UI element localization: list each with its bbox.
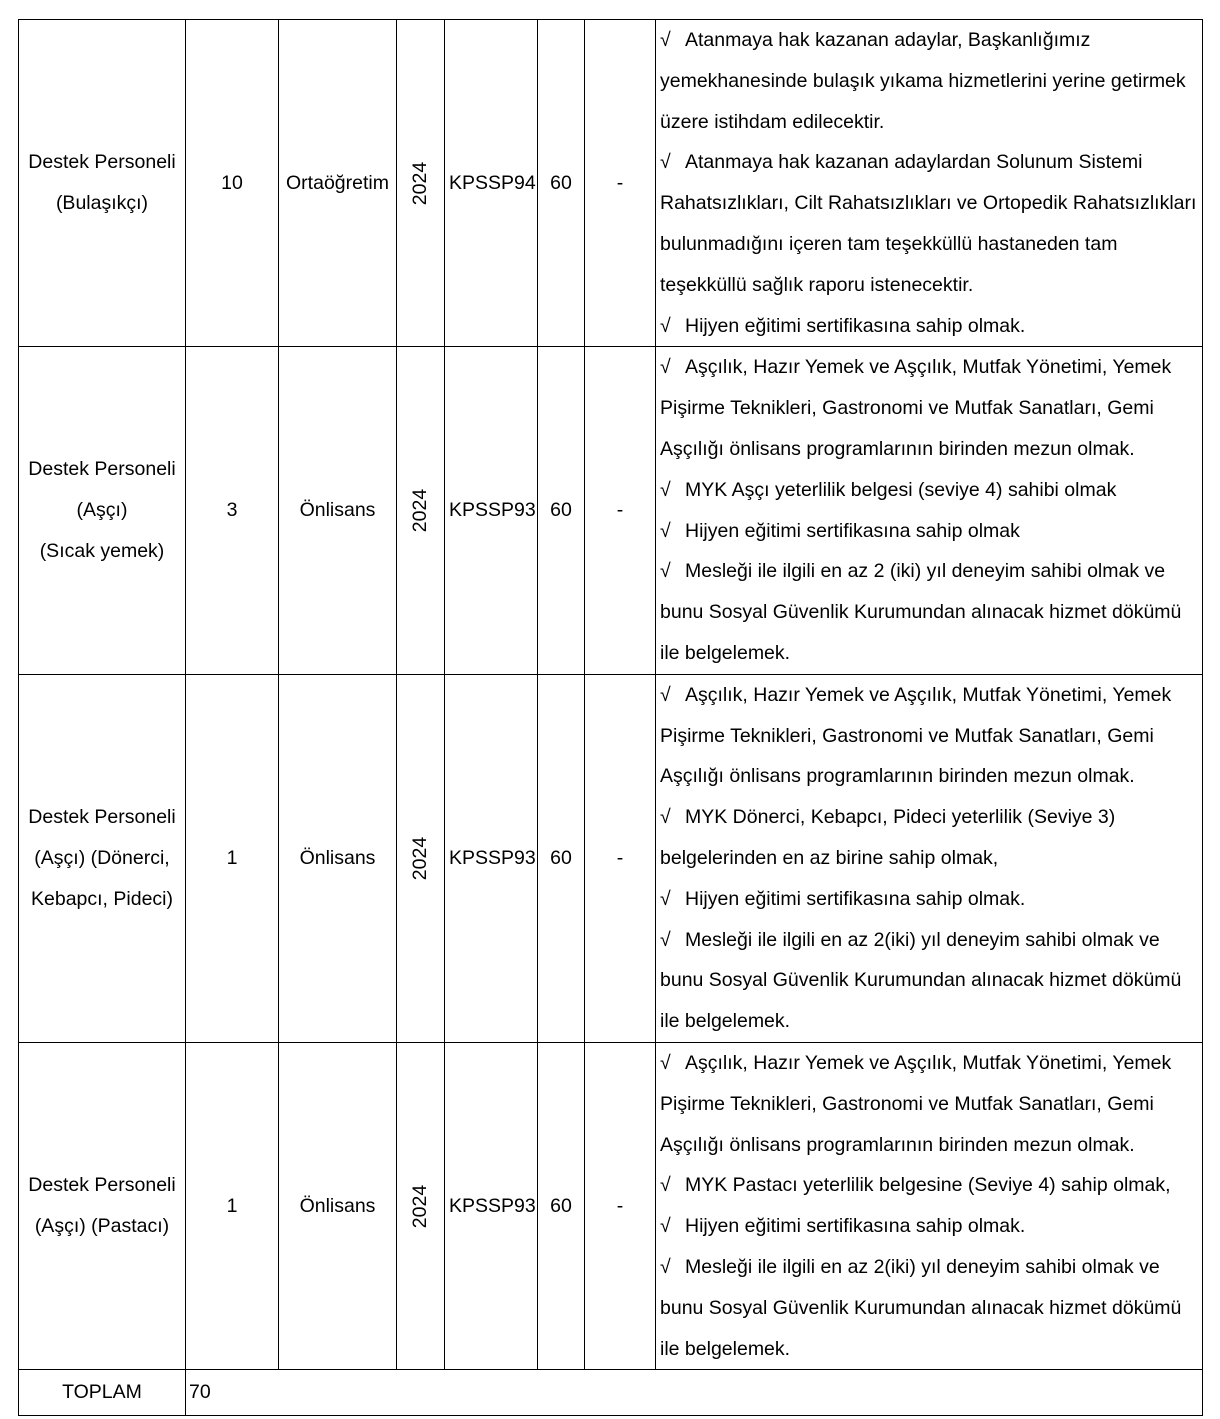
checkmark-icon: √ xyxy=(660,519,671,542)
requirement-text: Aşçılık, Hazır Yemek ve Aşçılık, Mutfak Yönetimi, Yemek xyxy=(685,683,1172,706)
requirement-line xyxy=(660,470,1202,511)
year-cell xyxy=(397,347,445,674)
requirement-text: Mesleği ile ilgili en az 2(iki) yıl deneyim sahibi olmak ve xyxy=(685,928,1160,951)
total-label: TOPLAM xyxy=(19,1370,186,1416)
table-row xyxy=(19,674,1203,1042)
year-text: 2024 xyxy=(408,836,431,881)
requirement-line xyxy=(660,183,1202,224)
checkmark-icon: √ xyxy=(660,928,671,951)
requirement-text: Pişirme Teknikleri, Gastronomi ve Mutfak Sanatları, Gemi xyxy=(660,1092,1154,1115)
kpss-code-cell: KPSSP93 xyxy=(445,1042,538,1369)
position-line: (Aşçı) (Dönerci, xyxy=(34,846,170,869)
requirement-line xyxy=(660,102,1202,143)
requirements-cell xyxy=(656,347,1203,674)
requirement-text: üzere istihdam edilecektir. xyxy=(660,110,885,133)
checkmark-icon: √ xyxy=(660,683,671,706)
count-cell: 3 xyxy=(186,347,279,674)
checkmark-icon: √ xyxy=(660,806,671,829)
count-cell: 10 xyxy=(186,20,279,347)
requirement-line xyxy=(660,429,1202,470)
requirement-text: bulunmadığını içeren tam teşekküllü hastaneden tam xyxy=(660,232,1118,255)
requirement-line xyxy=(660,347,1202,388)
min-score-cell: 60 xyxy=(538,20,585,347)
requirement-text: Atanmaya hak kazanan adaylardan Solunum Sistemi xyxy=(685,151,1143,174)
requirement-text: bunu Sosyal Güvenlik Kurumundan alınacak hizmet dökümü xyxy=(660,969,1182,992)
position-line: (Bulaşıkçı) xyxy=(55,192,149,215)
requirements-cell xyxy=(656,20,1203,347)
position-cell xyxy=(19,674,186,1042)
requirement-text: MYK Dönerci, Kebapcı, Pideci yeterlilik (Seviye 3) xyxy=(685,806,1116,829)
year-cell xyxy=(397,20,445,347)
position-line: Destek Personeli xyxy=(28,151,176,174)
requirement-text: MYK Aşçı yeterlilik belgesi (seviye 4) sahibi olmak xyxy=(685,478,1117,501)
total-row xyxy=(19,1370,1203,1416)
position-line: Destek Personeli xyxy=(28,458,176,481)
table-row xyxy=(19,347,1203,674)
age-cell: - xyxy=(585,674,656,1042)
requirement-text: Pişirme Teknikleri, Gastronomi ve Mutfak Sanatları, Gemi xyxy=(660,724,1154,747)
requirement-text: Hijyen eğitimi sertifikasına sahip olmak. xyxy=(685,887,1026,910)
kpss-code-cell: KPSSP93 xyxy=(445,347,538,674)
requirement-line xyxy=(660,224,1202,265)
requirement-line xyxy=(660,142,1202,183)
position-cell xyxy=(19,347,186,674)
requirement-line xyxy=(660,1125,1202,1166)
requirements-cell xyxy=(656,674,1203,1042)
min-score-cell: 60 xyxy=(538,674,585,1042)
requirement-line xyxy=(660,960,1202,1001)
requirement-text: bunu Sosyal Güvenlik Kurumundan alınacak hizmet dökümü xyxy=(660,601,1182,624)
requirement-line xyxy=(660,838,1202,879)
requirement-line xyxy=(660,675,1202,716)
requirement-text: Aşçılığı önlisans programlarının birinden mezun olmak. xyxy=(660,437,1135,460)
checkmark-icon: √ xyxy=(660,151,671,174)
requirement-line xyxy=(660,306,1202,347)
education-cell: Önlisans xyxy=(279,674,397,1042)
requirement-text: yemekhanesinde bulaşık yıkama hizmetlerini yerine getirmek xyxy=(660,69,1186,92)
checkmark-icon: √ xyxy=(660,356,671,379)
count-cell: 1 xyxy=(186,1042,279,1369)
requirement-text: Mesleği ile ilgili en az 2(iki) yıl deneyim sahibi olmak ve xyxy=(685,1255,1160,1278)
requirement-text: belgelerinden en az birine sahip olmak, xyxy=(660,846,999,869)
checkmark-icon: √ xyxy=(660,478,671,501)
min-score-cell: 60 xyxy=(538,347,585,674)
checkmark-icon: √ xyxy=(660,1174,671,1197)
positions-table xyxy=(18,19,1203,1416)
requirement-text: Atanmaya hak kazanan adaylar, Başkanlığımız xyxy=(685,29,1091,51)
age-cell: - xyxy=(585,20,656,347)
requirement-line xyxy=(660,551,1202,592)
age-cell: - xyxy=(585,1042,656,1369)
requirement-line xyxy=(660,920,1202,961)
requirement-text: ile belgelemek. xyxy=(660,641,791,664)
requirement-text: Aşçılık, Hazır Yemek ve Aşçılık, Mutfak Yönetimi, Yemek xyxy=(685,356,1172,379)
requirement-text: bunu Sosyal Güvenlik Kurumundan alınacak hizmet dökümü xyxy=(660,1296,1182,1319)
total-value: 70 xyxy=(186,1370,1203,1416)
education-cell: Önlisans xyxy=(279,1042,397,1369)
requirement-line xyxy=(660,756,1202,797)
table-row xyxy=(19,1042,1203,1369)
requirement-text: MYK Pastacı yeterlilik belgesine (Seviye 4) sahip olmak, xyxy=(685,1174,1171,1197)
requirement-line xyxy=(660,1043,1202,1084)
requirement-text: Hijyen eğitimi sertifikasına sahip olmak xyxy=(685,519,1020,542)
requirement-text: Hijyen eğitimi sertifikasına sahip olmak. xyxy=(685,1215,1026,1238)
position-line: Kebapcı, Pideci) xyxy=(31,887,173,910)
requirement-line xyxy=(660,1247,1202,1288)
requirement-line xyxy=(660,592,1202,633)
requirement-line xyxy=(660,61,1202,102)
requirement-line xyxy=(660,716,1202,757)
requirement-line xyxy=(660,879,1202,920)
checkmark-icon: √ xyxy=(660,1051,671,1074)
education-cell: Önlisans xyxy=(279,347,397,674)
checkmark-icon: √ xyxy=(660,887,671,910)
year-text: 2024 xyxy=(408,1184,431,1228)
checkmark-icon: √ xyxy=(660,1215,671,1238)
age-cell: - xyxy=(585,347,656,674)
requirement-line xyxy=(660,1206,1202,1247)
requirement-text: ile belgelemek. xyxy=(660,1337,791,1360)
count-cell: 1 xyxy=(186,674,279,1042)
kpss-code-cell: KPSSP94 xyxy=(445,20,538,347)
checkmark-icon: √ xyxy=(660,314,671,337)
year-cell xyxy=(397,674,445,1042)
requirement-text: Rahatsızlıkları, Cilt Rahatsızlıkları ve Ortopedik Rahatsızlıkları xyxy=(660,192,1197,215)
checkmark-icon: √ xyxy=(660,1255,671,1278)
requirement-line xyxy=(660,388,1202,429)
requirement-text: Hijyen eğitimi sertifikasına sahip olmak. xyxy=(685,314,1026,337)
table-body xyxy=(19,20,1203,1370)
requirement-text: Aşçılığı önlisans programlarının birinden mezun olmak. xyxy=(660,765,1135,788)
position-line: (Aşçı) (Pastacı) xyxy=(34,1215,170,1238)
min-score-cell: 60 xyxy=(538,1042,585,1369)
education-cell: Ortaöğretim xyxy=(279,20,397,347)
requirement-line xyxy=(660,1084,1202,1125)
requirement-text: Mesleği ile ilgili en az 2 (iki) yıl deneyim sahibi olmak ve xyxy=(685,560,1166,583)
requirement-line xyxy=(660,511,1202,552)
position-cell xyxy=(19,1042,186,1369)
requirement-text: Pişirme Teknikleri, Gastronomi ve Mutfak Sanatları, Gemi xyxy=(660,397,1154,420)
table-row xyxy=(19,20,1203,347)
requirement-text: ile belgelemek. xyxy=(660,1010,791,1033)
position-line: (Aşçı) xyxy=(76,499,128,522)
requirement-line xyxy=(660,1001,1202,1042)
checkmark-icon: √ xyxy=(660,29,671,51)
position-line: Destek Personeli xyxy=(28,806,176,829)
requirements-cell xyxy=(656,1042,1203,1369)
position-line: (Sıcak yemek) xyxy=(39,539,165,562)
requirement-text: teşekküllü sağlık raporu istenecektir. xyxy=(660,273,974,296)
year-text: 2024 xyxy=(408,161,431,205)
requirement-line xyxy=(660,265,1202,306)
position-cell xyxy=(19,20,186,347)
checkmark-icon: √ xyxy=(660,560,671,583)
kpss-code-cell: KPSSP93 xyxy=(445,674,538,1042)
requirement-text: Aşçılığı önlisans programlarının birinden mezun olmak. xyxy=(660,1133,1135,1156)
requirement-line xyxy=(660,1288,1202,1329)
requirement-line xyxy=(660,633,1202,674)
requirement-line xyxy=(660,20,1202,61)
position-line: Destek Personeli xyxy=(28,1174,176,1197)
requirement-text: Aşçılık, Hazır Yemek ve Aşçılık, Mutfak Yönetimi, Yemek xyxy=(685,1051,1172,1074)
requirement-line xyxy=(660,797,1202,838)
requirement-line xyxy=(660,1329,1202,1370)
year-cell xyxy=(397,1042,445,1369)
requirement-line xyxy=(660,1165,1202,1206)
year-text: 2024 xyxy=(408,488,431,533)
